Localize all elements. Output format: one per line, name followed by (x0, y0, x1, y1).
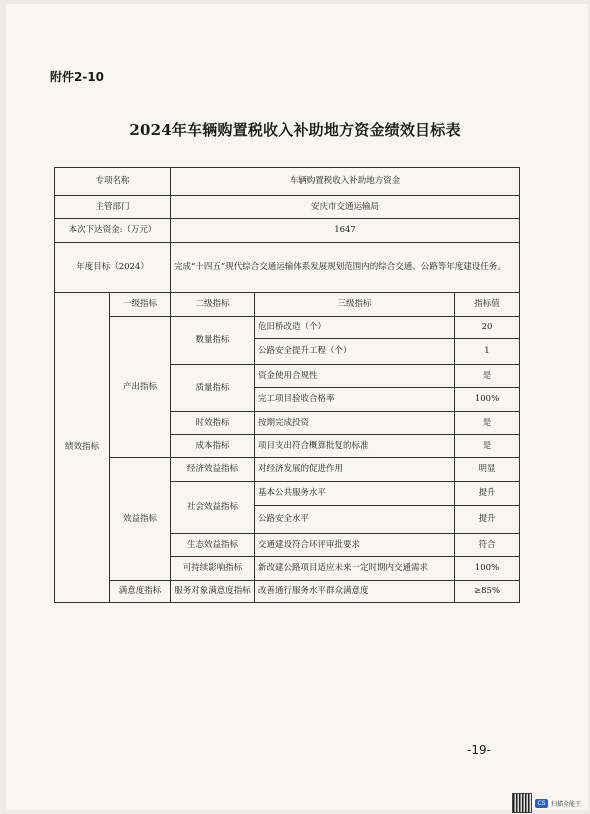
benefit-indicator-label: 效益指标 (110, 458, 171, 581)
indicator-value: 提升 (455, 482, 520, 506)
funds-label: 本次下达资金:（万元） (55, 219, 171, 243)
table-row (55, 293, 520, 317)
funds-value: 1647 (171, 219, 520, 243)
indicator-name: 资金使用合规性 (255, 365, 455, 388)
timeliness-indicator-label: 时效指标 (171, 412, 255, 435)
indicator-value: 明显 (455, 458, 520, 482)
table-row (55, 581, 520, 603)
table-row (55, 196, 520, 219)
performance-indicator-label: 绩效指标 (55, 293, 110, 603)
sustainable-indicator-label: 可持续影响指标 (171, 557, 255, 581)
scanner-watermark (512, 793, 581, 813)
camscanner-logo-icon: CS (535, 799, 548, 808)
indicator-name: 新改建公路项目适应未来一定时期内交通需求 (255, 557, 455, 581)
annual-goal-label: 年度目标（2024） (55, 243, 171, 293)
indicator-name: 公路安全提升工程（个） (255, 339, 455, 365)
indicator-name: 危旧桥改造（个） (255, 317, 455, 339)
indicator-name: 对经济发展的促进作用 (255, 458, 455, 482)
qr-code-icon (512, 793, 532, 813)
service-satisfaction-label: 服务对象满意度指标 (171, 581, 255, 603)
indicator-value: 是 (455, 412, 520, 435)
indicator-value: 1 (455, 339, 520, 365)
indicator-name: 项目支出符合概算批复的标准 (255, 435, 455, 458)
attachment-label: 附件2-10 (50, 70, 105, 84)
scanner-app-label: 扫描全能王 (551, 800, 582, 808)
performance-target-table (54, 167, 520, 603)
quantity-indicator-label: 数量指标 (171, 317, 255, 365)
department-label: 主管部门 (55, 196, 171, 219)
satisfaction-indicator-label: 满意度指标 (110, 581, 171, 603)
table-row (55, 168, 520, 196)
table-row (55, 243, 520, 293)
indicator-value: 100% (455, 388, 520, 412)
quality-indicator-label: 质量指标 (171, 365, 255, 412)
column-header-level1: 一级指标 (110, 293, 171, 317)
indicator-value: ≥85% (455, 581, 520, 603)
output-indicator-label: 产出指标 (110, 317, 171, 458)
table-row (55, 458, 520, 482)
indicator-name: 交通建设符合环评审批要求 (255, 534, 455, 557)
annual-goal-value: 完成“十四五”现代综合交通运输体系发展规划范围内的综合交通、公路等年度建设任务。 (171, 243, 520, 293)
column-header-level2: 二级指标 (171, 293, 255, 317)
social-indicator-label: 社会效益指标 (171, 482, 255, 534)
indicator-value: 是 (455, 365, 520, 388)
indicator-name: 按期完成投资 (255, 412, 455, 435)
economic-indicator-label: 经济效益指标 (171, 458, 255, 482)
indicator-value: 20 (455, 317, 520, 339)
column-header-level3: 三级指标 (255, 293, 455, 317)
indicator-value: 符合 (455, 534, 520, 557)
department-value: 安庆市交通运输局 (171, 196, 520, 219)
indicator-name: 公路安全水平 (255, 506, 455, 534)
indicator-name: 改善通行服务水平群众满意度 (255, 581, 455, 603)
cost-indicator-label: 成本指标 (171, 435, 255, 458)
table-row (55, 219, 520, 243)
indicator-value: 100% (455, 557, 520, 581)
indicator-value: 提升 (455, 506, 520, 534)
project-name-label: 专项名称 (55, 168, 171, 196)
page-number: -19- (467, 743, 491, 757)
ecological-indicator-label: 生态效益指标 (171, 534, 255, 557)
page-title: 2024年车辆购置税收入补助地方资金绩效目标表 (129, 121, 461, 139)
indicator-name: 完工项目验收合格率 (255, 388, 455, 412)
indicator-name: 基本公共服务水平 (255, 482, 455, 506)
indicator-value: 是 (455, 435, 520, 458)
project-name-value: 车辆购置税收入补助地方资金 (171, 168, 520, 196)
column-header-value: 指标值 (455, 293, 520, 317)
table-row (55, 317, 520, 339)
